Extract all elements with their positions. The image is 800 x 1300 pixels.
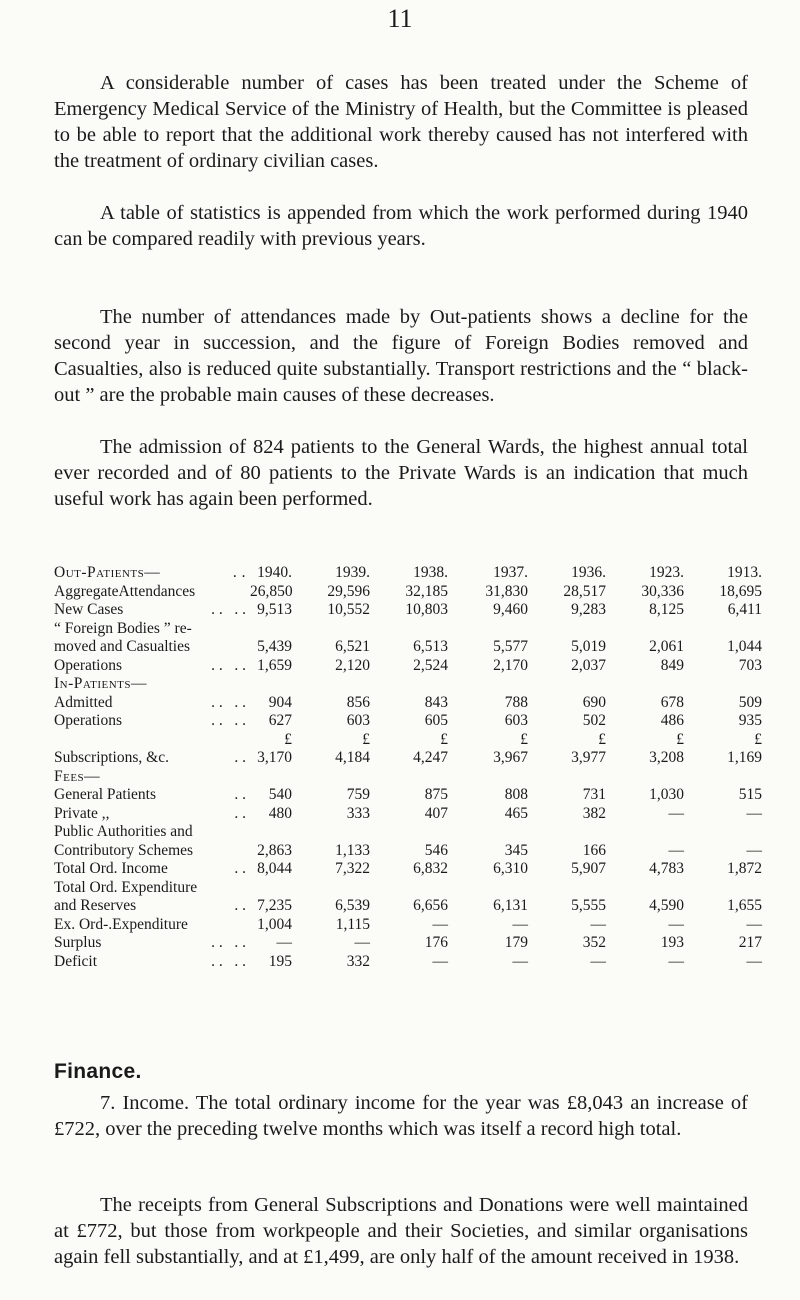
row-label (54, 675, 250, 694)
table-cell: 509 (738, 693, 762, 711)
row-label-text: New Cases (54, 601, 124, 618)
table-cell: 6,656 (413, 897, 448, 914)
table-cell: 3,170 (257, 749, 292, 766)
table-cell: 193 (660, 934, 684, 951)
row-leader-dots: . . (234, 897, 246, 914)
table-cell: — (668, 952, 684, 970)
table-cell: — (354, 934, 370, 951)
table-cell (250, 879, 292, 898)
table-cell: 1,133 (335, 841, 370, 859)
table-row (54, 768, 762, 787)
table-cell: 1,659 (257, 656, 292, 674)
table-cell: £ (362, 730, 370, 748)
table-cell: 332 (346, 952, 370, 970)
table-cell: 5,907 (571, 860, 606, 877)
row-label (54, 879, 250, 898)
row-label-text: Admitted (54, 693, 113, 711)
table-cell: 2,120 (335, 656, 370, 674)
row-leader-dots: . . . . (211, 601, 246, 618)
year-header: 1937. (493, 564, 528, 581)
table-cell (684, 768, 762, 787)
table-cell: 486 (660, 712, 684, 729)
table-cell: £ (754, 730, 762, 748)
row-label (54, 953, 250, 972)
table-cell (250, 675, 292, 694)
table-cell: £ (598, 730, 606, 748)
table-cell: 843 (424, 693, 448, 711)
table-cell (250, 620, 292, 639)
table-cell: 1,044 (727, 638, 762, 655)
table-cell (250, 823, 292, 842)
table-cell (292, 620, 370, 639)
table-cell: — (512, 915, 528, 933)
row-label (54, 768, 250, 787)
table-cell (448, 620, 528, 639)
table-cell: 4,247 (413, 749, 448, 766)
table-cell (448, 823, 528, 842)
table-cell: — (746, 841, 762, 859)
table-row (54, 601, 762, 620)
table-cell: 345 (504, 841, 528, 859)
table-cell: 9,460 (493, 601, 528, 618)
table-cell: 6,310 (493, 860, 528, 877)
table-cell: £ (440, 730, 448, 748)
table-cell: 1,872 (727, 860, 762, 877)
table-cell: 6,513 (413, 638, 448, 655)
page-number: 11 (387, 4, 413, 33)
paragraph-admissions: The admission of 824 patients to the General Wards, the highest annual total ever recorded and of 80 patients to the Private Wards is an indication that much useful work has again been performed. (54, 436, 748, 510)
table-row (54, 823, 762, 842)
table-row (54, 897, 762, 916)
table-cell: — (432, 952, 448, 970)
table-cell: 18,695 (719, 582, 762, 600)
table-cell: 690 (582, 693, 606, 711)
row-label-text: “ Foreign Bodies ” re- (54, 619, 192, 637)
table-cell: 1,030 (649, 786, 684, 803)
table-cell (606, 620, 684, 639)
row-label (54, 823, 250, 842)
row-label-text: Subscriptions, &c. (54, 749, 169, 766)
table-cell: 502 (582, 712, 606, 729)
table-cell: 935 (738, 712, 762, 729)
row-label (54, 842, 250, 861)
table-cell: 28,517 (563, 582, 606, 600)
table-cell (370, 879, 448, 898)
table-cell: 759 (346, 786, 370, 803)
row-label-text: Operations (54, 712, 123, 729)
table-cell: — (668, 915, 684, 933)
table-cell: 407 (424, 804, 448, 822)
row-leader-dots: . . (234, 804, 246, 822)
year-header: 1936. (571, 564, 606, 581)
table-row (54, 675, 762, 694)
table-cell (528, 823, 606, 842)
table-cell: 515 (738, 786, 762, 803)
table-cell: 4,184 (335, 749, 370, 766)
year-header: 1939. (335, 564, 370, 581)
table-cell: 195 (268, 952, 292, 970)
row-label-text: Private ,, (54, 804, 110, 822)
table-cell: 3,967 (493, 749, 528, 766)
paragraph-receipts: The receipts from General Subscriptions and Donations were well maintained at £772, but those from workpeople and their Societies, and similar organisations again fell substantially, and at £1,499, are only half of the amount received in 1938. (54, 1194, 748, 1268)
row-label-text: Contributory Schemes (54, 841, 194, 859)
table-cell: — (746, 952, 762, 970)
row-label (54, 601, 250, 620)
row-label (54, 934, 250, 953)
table-cell: 2,061 (649, 638, 684, 655)
table-cell: £ (284, 730, 292, 748)
table-row (54, 731, 762, 750)
table-cell: 30,336 (641, 582, 684, 600)
table-cell: 217 (738, 934, 762, 951)
table-cell: 10,803 (405, 601, 448, 618)
year-header: 1940. (257, 564, 292, 581)
table-cell (448, 675, 528, 694)
table-cell (370, 768, 448, 787)
table-cell: 179 (504, 934, 528, 951)
row-leader-dots: . . (234, 786, 246, 803)
row-label-text: General Patients (54, 786, 157, 803)
table-cell: £ (520, 730, 528, 748)
year-header: 1923. (649, 564, 684, 581)
table-cell: 856 (346, 693, 370, 711)
table-cell: 849 (660, 656, 684, 674)
table-cell: — (276, 934, 292, 951)
row-label (54, 805, 250, 824)
table-cell: 166 (582, 841, 606, 859)
table-cell: 605 (424, 712, 448, 729)
row-label-text: Deficit (54, 952, 98, 970)
table-cell: 2,037 (571, 656, 606, 674)
table-cell (684, 823, 762, 842)
table-cell: 31,830 (485, 582, 528, 600)
table-cell: 8,125 (649, 601, 684, 618)
paragraph-statistics-intro: A table of statistics is appended from which the work performed during 1940 can be compared readily with previous years. (54, 202, 748, 250)
row-leader-dots: . . . . (211, 934, 246, 951)
table-cell: 788 (504, 693, 528, 711)
row-label (54, 694, 250, 713)
table-cell: 4,590 (649, 897, 684, 914)
row-label-text: In-Patients— (54, 675, 147, 692)
row-leader-dots: . . . . (211, 693, 246, 711)
row-label (54, 916, 250, 935)
table-cell: 7,235 (257, 897, 292, 914)
table-cell (292, 675, 370, 694)
table-cell: 546 (424, 841, 448, 859)
table-row (54, 879, 762, 898)
row-label-text: Operations (54, 656, 123, 674)
finance-heading: Finance. (54, 1060, 142, 1083)
table-row (54, 860, 762, 879)
table-cell: 6,832 (413, 860, 448, 877)
row-label-text: Ex. Ord-.Expenditure (54, 915, 188, 933)
table-row (54, 583, 762, 602)
table-cell: 6,539 (335, 897, 370, 914)
table-cell: 603 (346, 712, 370, 729)
row-label-text: and Reserves (54, 897, 137, 914)
table-cell: 10,552 (327, 601, 370, 618)
table-row (54, 805, 762, 824)
table-cell: 6,521 (335, 638, 370, 655)
table-cell (370, 620, 448, 639)
table-cell (370, 823, 448, 842)
table-row (54, 786, 762, 805)
table-cell (448, 768, 528, 787)
table-cell (684, 620, 762, 639)
table-cell: 480 (268, 804, 292, 822)
table-cell: — (590, 952, 606, 970)
table-cell: 29,596 (327, 582, 370, 600)
paragraph-outpatients-decline: The number of attendances made by Out-patients shows a decline for the second year in succession, and the figure of Foreign Bodies removed and Casualties, also is reduced quite substantially. Transport restrictions and the “ black-out ” are the probable main causes of these decreases. (54, 306, 748, 406)
row-label (54, 786, 250, 805)
table-cell (528, 620, 606, 639)
row-label (54, 712, 250, 731)
table-cell: 4,783 (649, 860, 684, 877)
table-cell: 5,019 (571, 638, 606, 655)
row-label (54, 583, 250, 602)
table-cell (250, 768, 292, 787)
table-cell: 5,555 (571, 897, 606, 914)
table-cell: 7,322 (335, 860, 370, 877)
row-label-text: Public Authorities and (54, 823, 193, 840)
row-label-text: moved and Casualties (54, 638, 191, 655)
table-cell (606, 879, 684, 898)
table-cell: 9,513 (257, 601, 292, 618)
row-leader-dots: . . . . (211, 952, 246, 970)
table-cell: 904 (268, 693, 292, 711)
table-row (54, 934, 762, 953)
table-cell (684, 675, 762, 694)
row-label (54, 638, 250, 657)
table-cell: 808 (504, 786, 528, 803)
row-label (54, 897, 250, 916)
table-cell (606, 675, 684, 694)
year-header: 1938. (413, 564, 448, 581)
paragraph-income: 7. Income. The total ordinary income for the year was £8,043 an increase of £722, over the preceding twelve months which was itself a record high total. (54, 1092, 748, 1140)
table-cell (292, 879, 370, 898)
table-cell: — (668, 841, 684, 859)
table-cell: 3,977 (571, 749, 606, 766)
table-cell: — (590, 915, 606, 933)
table-cell: — (668, 804, 684, 822)
row-label (54, 731, 250, 750)
table-row (54, 842, 762, 861)
table-row (54, 694, 762, 713)
row-label-text: AggregateAttendances (54, 582, 196, 600)
table-cell (606, 823, 684, 842)
table-cell (292, 823, 370, 842)
table-cell: 1,115 (335, 915, 370, 933)
row-label-text: Surplus (54, 934, 102, 951)
row-label-text: Total Ord. Income (54, 860, 168, 877)
table-cell: 2,524 (413, 656, 448, 674)
row-leader-dots: . . (234, 860, 246, 877)
table-cell: 333 (346, 804, 370, 822)
row-label-text: Fees— (54, 767, 101, 785)
table-cell: 465 (504, 804, 528, 822)
table-cell: 2,170 (493, 656, 528, 674)
table-cell: — (432, 915, 448, 933)
row-label (54, 749, 250, 768)
table-cell: — (746, 915, 762, 933)
table-cell: — (512, 952, 528, 970)
table-cell: 703 (738, 656, 762, 674)
table-cell (606, 768, 684, 787)
table-row (54, 712, 762, 731)
table-cell (528, 768, 606, 787)
row-leader-dots: . . (234, 749, 246, 766)
table-cell (370, 675, 448, 694)
table-cell: 678 (660, 693, 684, 711)
year-header: 1913. (727, 564, 762, 581)
header-label-text: Out-Patients— (54, 564, 161, 581)
table-cell: 352 (582, 934, 606, 951)
table-row (54, 749, 762, 768)
table-cell: 32,185 (405, 582, 448, 600)
table-cell: 1,004 (257, 915, 292, 933)
table-cell: 26,850 (250, 582, 293, 600)
row-label-text: Total Ord. Expenditure (54, 878, 198, 896)
row-leader-dots: . . . . (211, 656, 246, 674)
statistics-table (54, 564, 762, 971)
table-cell: 6,411 (727, 601, 762, 618)
paragraph-emergency-service: A considerable number of cases has been treated under the Scheme of Emergency Medical Service of the Ministry of Health, but the Committee is pleased to be able to report that the additional work thereby caused has not interfered with the treatment of ordinary civilian cases. (54, 72, 748, 172)
table-cell: 627 (268, 712, 292, 729)
table-cell: 2,863 (257, 841, 292, 859)
table-header-label: Out-Patients— . . (54, 564, 246, 581)
table-cell (684, 879, 762, 898)
table-cell: 6,131 (493, 897, 528, 914)
table-row (54, 638, 762, 657)
row-leader-dots: . . . . (211, 712, 246, 729)
table-cell: 540 (268, 786, 292, 803)
table-row (54, 953, 762, 972)
table-header-row (54, 564, 762, 583)
table-cell: 603 (504, 712, 528, 729)
table-cell: — (746, 804, 762, 822)
table-row (54, 657, 762, 676)
table-cell: 875 (424, 786, 448, 803)
table-cell (448, 879, 528, 898)
table-cell: £ (676, 730, 684, 748)
table-cell: 9,283 (571, 601, 606, 618)
table-cell: 3,208 (649, 749, 684, 766)
table-cell: 5,577 (493, 638, 528, 655)
table-row (54, 916, 762, 935)
table-cell: 5,439 (257, 638, 292, 655)
table-cell (292, 768, 370, 787)
table-cell: 1,169 (727, 749, 762, 766)
table-cell (528, 675, 606, 694)
table-cell: 8,044 (257, 860, 292, 877)
table-cell: 731 (582, 786, 606, 803)
row-label (54, 860, 250, 879)
table-cell: 1,655 (727, 897, 762, 914)
row-label (54, 620, 250, 639)
table-row (54, 620, 762, 639)
row-label (54, 657, 250, 676)
table-cell: 382 (582, 804, 606, 822)
table-cell (528, 879, 606, 898)
table-cell: 176 (424, 934, 448, 951)
